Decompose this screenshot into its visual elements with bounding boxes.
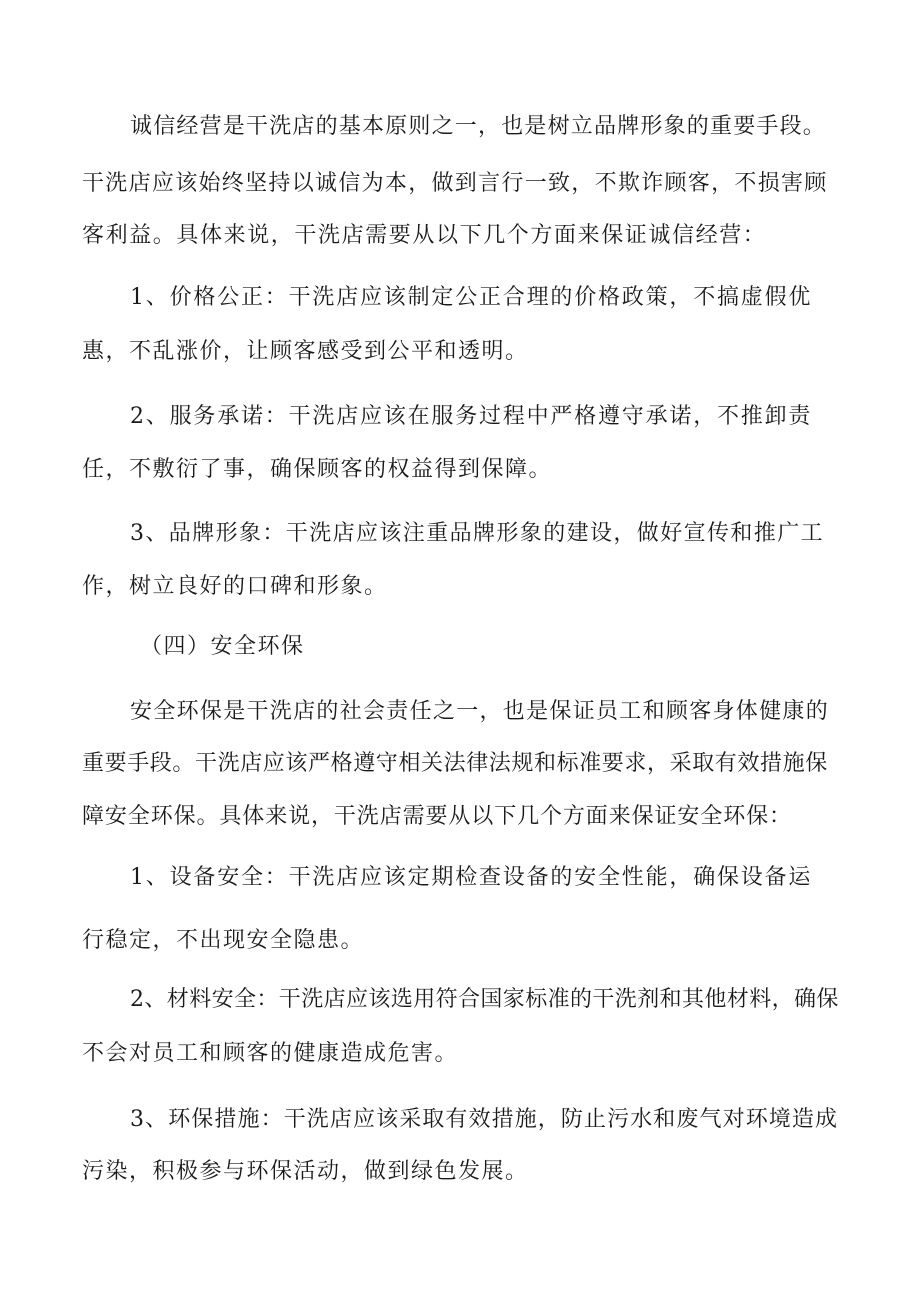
paragraph-line: 诚信经营是干洗店的基本原则之一，也是树立品牌形象的重要手段。 — [130, 114, 827, 139]
paragraph-line: 作，树立良好的口碑和形象。 — [82, 574, 388, 599]
paragraph-line: 污染，积极参与环保活动，做到绿色发展。 — [82, 1159, 529, 1184]
paragraph-line: 1、设备安全：干洗店应该定期检查设备的安全性能，确保设备运 — [130, 865, 813, 890]
paragraph-line: 惠，不乱涨价，让顾客感受到公平和透明。 — [82, 339, 529, 364]
paragraph-line: 不会对员工和顾客的健康造成危害。 — [82, 1041, 459, 1066]
paragraph-line: 行稳定，不出现安全隐患。 — [82, 928, 365, 953]
paragraph-line: 干洗店应该始终坚持以诚信为本，做到言行一致，不欺诈顾客，不损害顾 — [82, 171, 828, 196]
paragraph-line: 2、材料安全：干洗店应该选用符合国家标准的干洗剂和其他材料，确保 — [130, 987, 839, 1012]
paragraph-line: 2、服务承诺：干洗店应该在服务过程中严格遵守承诺，不推卸责 — [130, 404, 813, 429]
paragraph-line: 1、价格公正：干洗店应该制定公正合理的价格政策，不搞虚假优 — [130, 285, 813, 310]
paragraph-line: 安全环保是干洗店的社会责任之一，也是保证员工和顾客身体健康的 — [130, 699, 830, 724]
paragraph-line: 重要手段。干洗店应该严格遵守相关法律法规和标准要求，采取有效措施保 — [82, 751, 828, 776]
paragraph-line: 3、环保措施：干洗店应该采取有效措施，防止污水和废气对环境造成 — [130, 1107, 839, 1132]
paragraph-line: 客利益。具体来说，干洗店需要从以下几个方面来保证诚信经营： — [82, 223, 767, 248]
paragraph-line: 3、品牌形象：干洗店应该注重品牌形象的建设，做好宣传和推广工 — [130, 521, 824, 546]
paragraph-line: 障安全环保。具体来说，干洗店需要从以下几个方面来保证安全环保： — [82, 804, 792, 829]
paragraph-line: 任，不敷衍了事，确保顾客的权益得到保障。 — [82, 457, 553, 482]
section-heading: （四）安全环保 — [140, 634, 305, 659]
